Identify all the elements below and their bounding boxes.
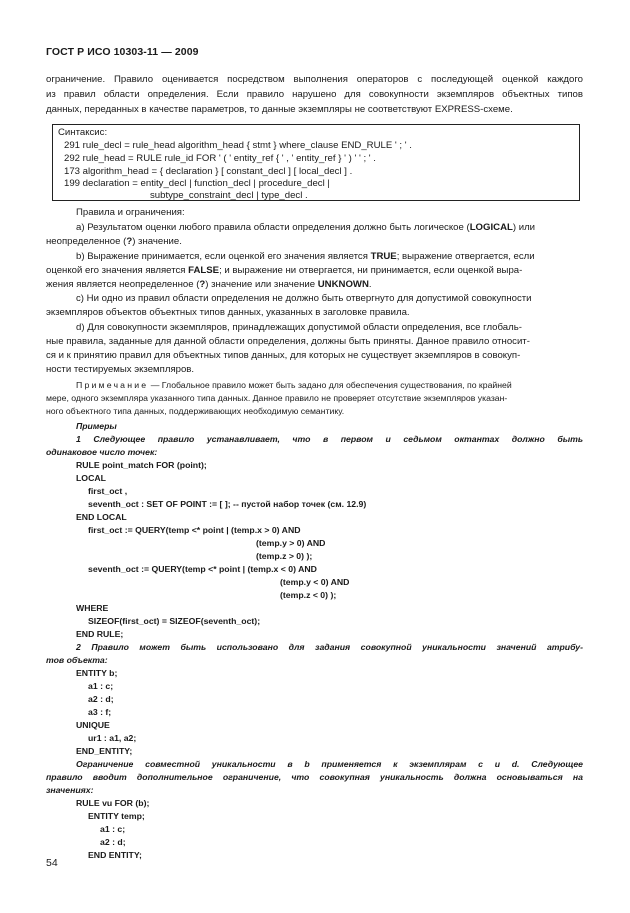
code-line: seventh_oct : SET OF POINT := [ ]; -- пустой набор точек (см. 12.9)	[88, 499, 367, 509]
rule-a-line-2: неопределенное (?) значение.	[46, 236, 182, 247]
rule-b-line-3: жения является неопределенное (?) значение или значение UNKNOWN.	[46, 279, 372, 290]
code-line: END LOCAL	[76, 512, 127, 522]
code-line: (temp.z > 0) );	[256, 551, 313, 561]
syntax-line: 199 declaration = entity_decl | function_decl | procedure_decl |	[64, 178, 330, 189]
code-line: END ENTITY;	[88, 850, 142, 860]
note-line-3: ного объектного типа данных, поддерживающих необходимую семантику.	[46, 406, 345, 416]
syntax-title: Синтаксис:	[58, 127, 108, 138]
code-line: (temp.y > 0) AND	[256, 538, 326, 548]
intro-line-1: ограничение. Правило оценивается посредством выполнения операторов с последующей оценкой каждого	[46, 74, 583, 85]
example-2-line-1: 2 Правило может быть использовано для задания совокупной уникальности значений атрибу-	[76, 642, 583, 652]
rules-heading: Правила и ограничения:	[76, 207, 185, 218]
rule-c-line-1: с) Ни одно из правил области определения не должно быть отвергнуто для допустимой совокупности	[76, 293, 532, 304]
rule-b-line-2: оценкой его значения является FALSE; и выражение ни отвергается, ни принимается, если оценкой выра-	[46, 265, 523, 276]
example-2-text-line-2: правило вводит дополнительное ограничение, что совокупная уникальность должна основываться на	[46, 772, 583, 782]
example-2-line-2: тов объекта:	[46, 655, 108, 665]
code-line: SIZEOF(first_oct) = SIZEOF(seventh_oct);	[88, 616, 261, 626]
note-line-2: мере, одного экземпляра указанного типа данных. Данное правило не проверяет отсутствие экземпляров указан-	[46, 393, 508, 403]
rule-d-line-2: ные правила, заданные для данной области определения, должны быть приняты. Данное правило относит-	[46, 336, 530, 347]
intro-line-3: данных, переданных в качестве параметров, то данные экземпляры не соответствуют EXPRESS-схеме.	[46, 104, 513, 115]
syntax-line: 173 algorithm_head = { declaration } [ constant_decl ] [ local_decl ] .	[64, 166, 353, 177]
code-line: (temp.y < 0) AND	[280, 577, 350, 587]
page-number: 54	[46, 857, 58, 869]
note-line-1: Примечание — Глобальное правило может быть задано для обеспечения существования, по крайней	[76, 380, 512, 390]
example-1-line-2: одинаковое число точек:	[46, 447, 158, 457]
code-line: first_oct := QUERY(temp <* point | (temp.x > 0) AND	[88, 525, 301, 535]
rule-c-line-2: экземпляров объектов объектных типов данных, указанных в заголовке правила.	[46, 307, 410, 318]
syntax-line: 292 rule_head = RULE rule_id FOR ' ( ' entity_ref { ' , ' entity_ref } ' ) ' ' ; ' .	[64, 153, 376, 164]
examples-heading: Примеры	[76, 421, 117, 431]
code-line: WHERE	[76, 603, 109, 613]
code-line: RULE vu FOR (b);	[76, 798, 150, 808]
rule-d-line-1: d) Для совокупности экземпляров, принадлежащих допустимой области определения, все глобаль-	[76, 322, 522, 333]
example-1-line-1: 1 Следующее правило устанавливает, что в первом и седьмом октантах должно быть	[76, 434, 583, 444]
syntax-line: subtype_constraint_decl | type_decl .	[150, 190, 308, 201]
code-line: (temp.z < 0) );	[280, 590, 337, 600]
code-line: UNIQUE	[76, 720, 110, 730]
rule-b-line-1: b) Выражение принимается, если оценкой его значения является TRUE; выражение отвергается, если	[76, 251, 535, 262]
code-line: a3 : f;	[88, 707, 112, 717]
code-line: END RULE;	[76, 629, 124, 639]
code-line: a2 : d;	[88, 694, 114, 704]
code-line: a2 : d;	[100, 837, 126, 847]
code-line: ENTITY temp;	[88, 811, 145, 821]
intro-line-2: из правил области определения. Если правило нарушено для совокупности экземпляров объектных типов	[46, 89, 583, 100]
rule-d-line-4: ности тестируемых экземпляров.	[46, 364, 195, 375]
code-line: a1 : c;	[88, 681, 114, 691]
code-line: a1 : c;	[100, 824, 126, 834]
rule-d-line-3: ся и к принятию правил для объектных типов данных, для которых не существует экземпляров в совокуп-	[46, 350, 521, 361]
code-line: ur1 : a1, a2;	[88, 733, 137, 743]
code-line: END_ENTITY;	[76, 746, 133, 756]
code-line: first_oct ,	[88, 486, 128, 496]
example-2-text-line-3: значениях:	[46, 785, 94, 795]
code-line: LOCAL	[76, 473, 106, 483]
code-line: RULE point_match FOR (point);	[76, 460, 207, 470]
example-2-text-line-1: Ограничение совместной уникальности в b применяется к экземплярам c и d. Следующее	[76, 759, 583, 769]
rule-a-line-1: а) Результатом оценки любого правила области определения должно быть логическое (LOGICAL) или	[76, 222, 536, 233]
syntax-line: 291 rule_decl = rule_head algorithm_head { stmt } where_clause END_RULE ' ; ' .	[64, 140, 412, 151]
code-line: seventh_oct := QUERY(temp <* point | (temp.x < 0) AND	[88, 564, 317, 574]
code-line: ENTITY b;	[76, 668, 118, 678]
document-header: ГОСТ Р ИСО 10303-11 — 2009	[46, 46, 199, 58]
